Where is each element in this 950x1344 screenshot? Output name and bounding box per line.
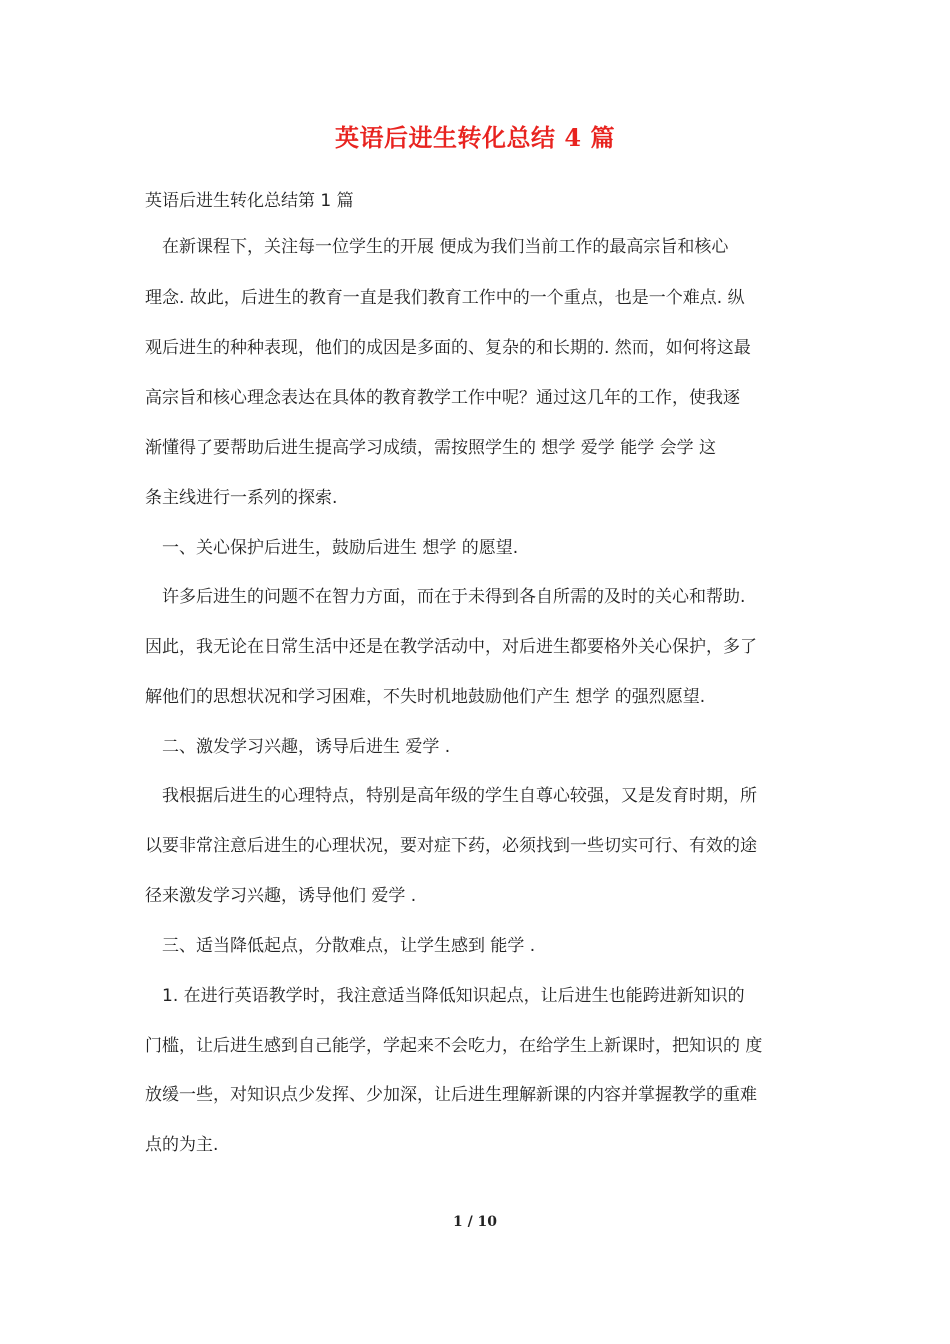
body-line: 条主线进行一系列的探索. <box>145 488 338 508</box>
body-line: 径来激发学习兴趣，诱导他们 爱学 . <box>145 886 417 906</box>
document-title: 英语后进生转化总结 4 篇 <box>335 123 615 152</box>
body-line: 我根据后进生的心理特点，特别是高年级的学生自尊心较强，又是发育时期，所 <box>145 786 757 806</box>
body-line: 点的为主. <box>145 1135 219 1155</box>
body-line: 在新课程下，关注每一位学生的开展 便成为我们当前工作的最高宗旨和核心 <box>145 237 729 257</box>
body-line: 渐懂得了要帮助后进生提高学习成绩，需按照学生的 想学 爱学 能学 会学 这 <box>145 438 717 458</box>
body-line: 放缓一些，对知识点少发挥、少加深，让后进生理解新课的内容并掌握教学的重难 <box>145 1085 757 1105</box>
body-line: 理念. 故此，后进生的教育一直是我们教育工作中的一个重点，也是一个难点. 纵 <box>145 288 745 308</box>
body-line: 三、适当降低起点，分散难点，让学生感到 能学 . <box>145 936 536 956</box>
body-line: 以要非常注意后进生的心理状况，要对症下药，必须找到一些切实可行、有效的途 <box>145 836 757 856</box>
body-line: 二、激发学习兴趣，诱导后进生 爱学 . <box>145 737 451 757</box>
body-line: 解他们的思想状况和学习困难，不失时机地鼓励他们产生 想学 的强烈愿望. <box>145 687 706 707</box>
page-number: 1 / 10 <box>452 1214 498 1230</box>
body-line: 一、关心保护后进生，鼓励后进生 想学 的愿望. <box>145 538 519 558</box>
body-line: 1. 在进行英语教学时，我注意适当降低知识起点，让后进生也能跨进新知识的 <box>145 986 745 1006</box>
body-line: 因此，我无论在日常生活中还是在教学活动中，对后进生都要格外关心保护，多了 <box>145 637 757 657</box>
body-line: 高宗旨和核心理念表达在具体的教育教学工作中呢？通过这几年的工作，使我逐 <box>145 388 740 408</box>
body-line: 许多后进生的问题不在智力方面，而在于未得到各自所需的及时的关心和帮助. <box>145 587 746 607</box>
body-line: 门槛，让后进生感到自己能学，学起来不会吃力，在给学生上新课时，把知识的 度 <box>145 1036 763 1056</box>
section-heading: 英语后进生转化总结第 1 篇 <box>145 191 354 211</box>
body-line: 观后进生的种种表现，他们的成因是多面的、复杂的和长期的. 然而，如何将这最 <box>145 338 751 358</box>
